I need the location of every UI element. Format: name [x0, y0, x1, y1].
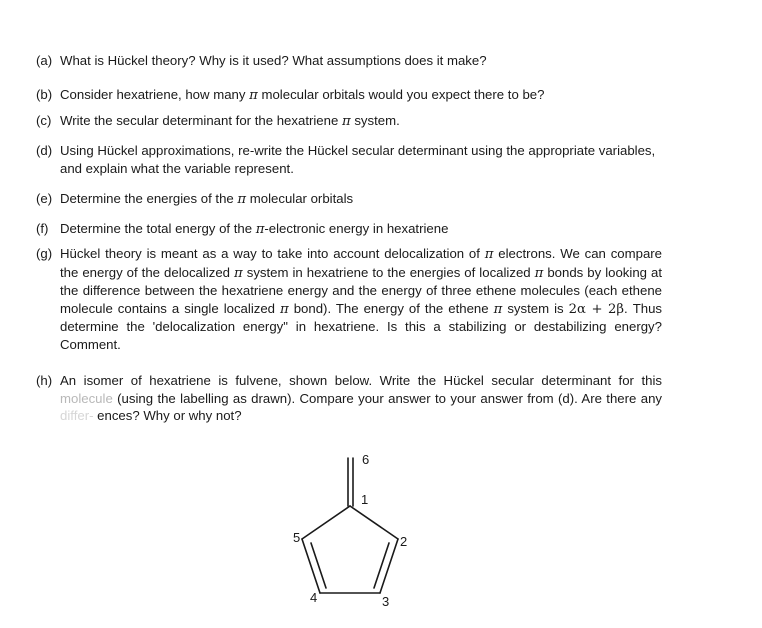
question-c-text: Write the secular determinant for the hexatriene π system.: [60, 113, 400, 129]
atom-label-2: 2: [400, 534, 408, 549]
question-e: [36, 190, 662, 209]
question-b: [36, 86, 662, 105]
bond-5-1: [302, 506, 350, 539]
question-d: [36, 142, 662, 177]
atom-label-6: 6: [362, 452, 370, 467]
question-c: [36, 112, 662, 131]
question-b-label: (b): [36, 87, 53, 102]
question-g: [36, 245, 662, 354]
question-f-text: Determine the total energy of the π-electronic energy in hexatriene: [60, 221, 449, 237]
atom-label-1: 1: [361, 492, 369, 507]
question-a: [36, 52, 662, 70]
question-a-text: What is Hückel theory? Why is it used? What assumptions does it make?: [60, 53, 487, 68]
fulvene-structure: [262, 440, 442, 620]
atom-label-5: 5: [293, 530, 301, 545]
question-c-label: (c): [36, 113, 52, 128]
question-h-label: (h): [36, 373, 53, 388]
ethene-energy: 2α + 2β: [568, 301, 625, 317]
question-f: [36, 220, 662, 239]
question-a-label: (a): [36, 53, 53, 68]
question-h-text: An isomer of hexatriene is fulvene, shown below. Write the Hückel secular determinant for this molecule (using the labelling as drawn). Compare your answer to your answer from (d). Are there any differ- ences? Why or why not?: [60, 373, 662, 424]
bond-4-5: [302, 539, 320, 593]
question-e-label: (e): [36, 191, 53, 206]
atom-label-4: 4: [310, 590, 318, 605]
atom-label-3: 3: [382, 594, 390, 609]
bond-2-3-inner: [374, 543, 389, 588]
bond-4-5-inner: [311, 543, 326, 588]
question-e-text: Determine the energies of the π molecular orbitals: [60, 191, 354, 207]
bond-1-2: [350, 506, 398, 539]
question-h: [36, 372, 662, 425]
question-d-label: (d): [36, 143, 53, 158]
question-g-label: (g): [36, 246, 53, 261]
bond-2-3: [380, 539, 398, 593]
question-b-text: Consider hexatriene, how many π molecular orbitals would you expect there to be?: [60, 87, 545, 103]
question-g-text: Hückel theory is meant as a way to take into account delocalization of π electrons. We can compare the energy of the delocalized π system in hexatriene to the energies of localized π bonds by looking at the difference between the hexatriene energy and the energy of three ethene molecules (each ethene molecule contains a single localized π bond). The energy of the ethene π system is 2α + 2β. Thus determine the 'delocalization energy" in hexatriene. Is this a stabilizing or destabilizing energy? Comment.: [60, 246, 663, 352]
question-d-text: Using Hückel approximations, re-write the Hückel secular determinant using the appropriate variables, and explain what the variable represent.: [60, 143, 656, 176]
question-f-label: (f): [36, 221, 49, 236]
